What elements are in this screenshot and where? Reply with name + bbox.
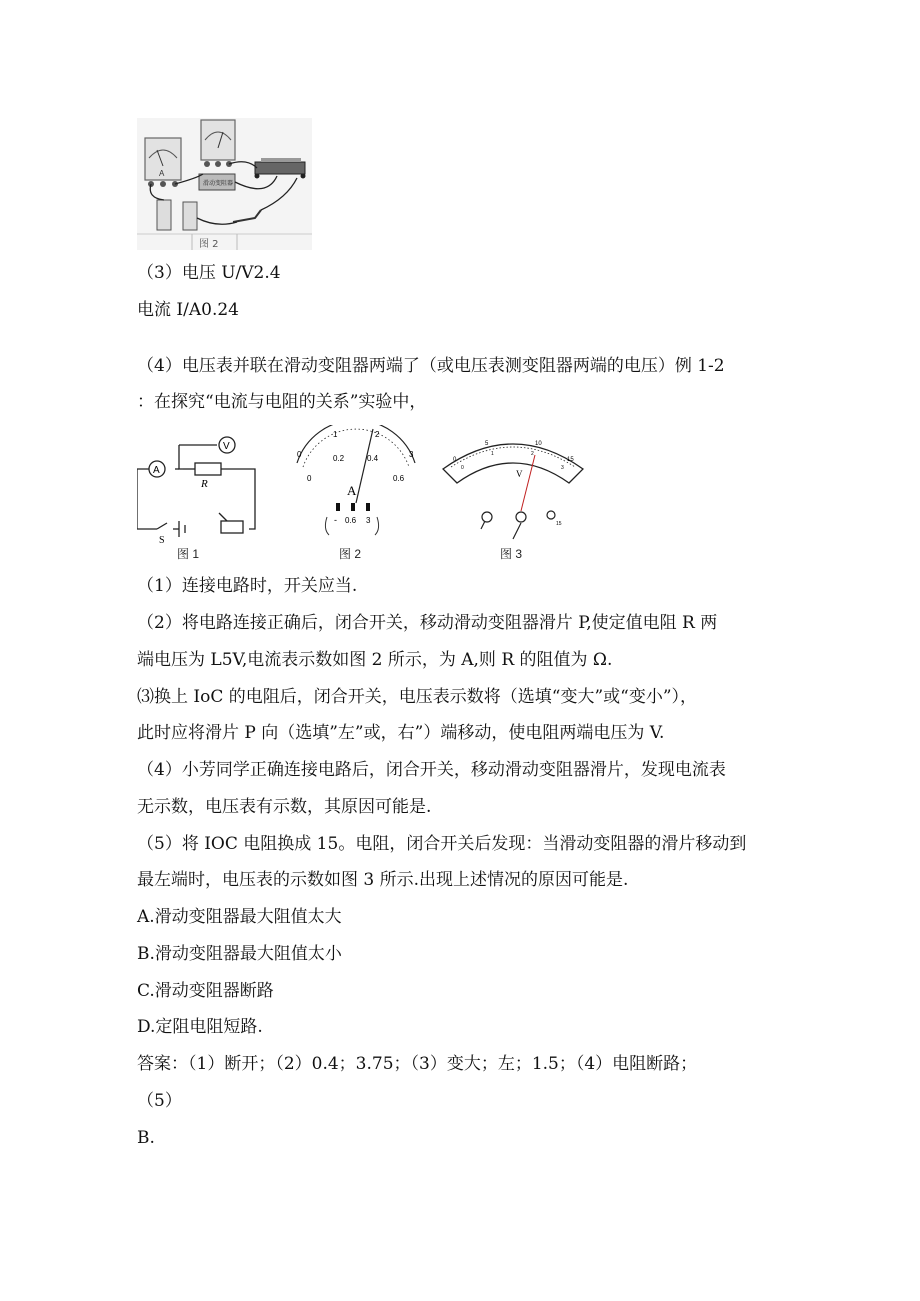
text-line-3: （4）电压表并联在滑动变阻器两端了（或电压表测变阻器两端的电压）例 1-2 — [137, 356, 725, 376]
text-line-6: （2）将电路连接正确后，闭合开关，移动滑动变阻器滑片 P,使定值电阻 R 两 — [137, 613, 718, 633]
voltmeter-dial — [443, 441, 583, 539]
voltmeter-outer-tick-1: 5 — [485, 441, 489, 447]
text-line-17: D.定阻电阻短路. — [137, 1017, 263, 1037]
fig2-caption: 图 2 — [339, 547, 362, 561]
text-line-10: （4）小芳同学正确连接电路后，闭合开关，移动滑动变阻器滑片，发现电流表 — [137, 760, 726, 780]
fig3-caption: 图 3 — [500, 547, 523, 561]
text-line-15: B.滑动变阻器最大阻值太小 — [137, 944, 342, 964]
voltmeter-inner-tick-2: 2 — [531, 451, 534, 457]
circuit-voltmeter-label: V — [223, 441, 230, 452]
text-line-4: ：在探究“电流与电阻的关系”实验中， — [137, 392, 427, 412]
voltmeter-outer-tick-2: 10 — [535, 441, 542, 447]
text-line-12: （5）将 IOC 电阻换成 15。电阻，闭合开关后发现：当滑动变阻器的滑片移动到 — [137, 834, 747, 854]
voltmeter-unit: V — [516, 469, 523, 479]
ammeter-outer-tick-2: 2 — [375, 430, 380, 439]
battery-1 — [157, 200, 171, 230]
ammeter-outer-tick-0: 0 — [297, 450, 302, 459]
voltmeter-outer-tick-3: 15 — [567, 457, 574, 463]
text-line-9: 此时应将滑片 P 向（选填”左”或，右”）端移动，使电阻两端电压为 V. — [137, 723, 665, 743]
text-line-19: （5） — [137, 1091, 182, 1111]
text-line-7: 端电压为 L5V,电流表示数如图 2 所示，为 A,则 R 的阻值为 Ω. — [137, 650, 613, 670]
text-line-2: 电流 I/A0.24 — [137, 300, 239, 320]
ammeter-terminal-0-6: 0.6 — [345, 516, 357, 525]
circuit-diagram — [137, 445, 255, 537]
ammeter-unit: A — [347, 483, 357, 498]
ammeter-outer-tick-1: 1 — [333, 430, 338, 439]
circuit-switch-label: S — [159, 535, 165, 545]
voltmeter-terminal-15: 15 — [556, 521, 562, 527]
text-line-11: 无示数，电压表有示数，其原因可能是. — [137, 797, 432, 817]
rheostat-label: 滑动变阻器 — [203, 180, 234, 187]
voltmeter-photo — [201, 120, 235, 167]
ammeter-inner-tick-3: 0.6 — [393, 474, 405, 483]
text-line-13: 最左端时，电压表的示数如图 3 所示.出现上述情况的原因可能是. — [137, 870, 629, 890]
circuit-ammeter-label: A — [153, 465, 160, 476]
voltmeter-inner-tick-0: 0 — [461, 465, 464, 471]
text-line-1: （3）电压 U/V2.4 — [137, 263, 281, 283]
ammeter-terminal-neg: - — [334, 515, 337, 525]
battery-2 — [183, 202, 197, 230]
figure-top-caption: 图 2 — [199, 239, 219, 250]
ammeter-inner-tick-0: 0 — [307, 474, 312, 483]
ammeter-inner-tick-2: 0.4 — [367, 454, 379, 463]
ammeter-outer-tick-3: 3 — [409, 450, 414, 459]
text-line-20: B. — [137, 1128, 155, 1148]
text-line-14: A.滑动变阻器最大阻值太大 — [137, 907, 342, 927]
voltmeter-inner-tick-3: 3 — [561, 465, 564, 471]
figure-row — [137, 425, 593, 545]
text-line-8: ⑶换上 IoC 的电阻后，闭合开关，电压表示数将（选填“变大”或“变小”）， — [137, 687, 698, 707]
voltmeter-outer-tick-0: 0 — [453, 457, 457, 463]
circuit-resistor-label: R — [201, 478, 208, 490]
text-line-18: 答案：（1）断开；（2）0.4；3.75；（3）变大；左；1.5；（4）电阻断路； — [137, 1054, 698, 1074]
ammeter-dial — [297, 425, 415, 535]
ammeter-photo — [145, 138, 181, 187]
text-line-5: （1）连接电路时，开关应当. — [137, 576, 358, 596]
figure-top-apparatus — [137, 118, 312, 250]
text-line-16: C.滑动变阻器断路 — [137, 981, 274, 1001]
voltmeter-inner-tick-1: 1 — [491, 451, 494, 457]
fig1-caption: 图 1 — [177, 547, 200, 561]
ammeter-inner-tick-1: 0.2 — [333, 454, 345, 463]
ammeter-needle — [356, 429, 373, 503]
meter-a-label: A — [159, 169, 165, 178]
ammeter-terminal-3: 3 — [366, 516, 371, 525]
